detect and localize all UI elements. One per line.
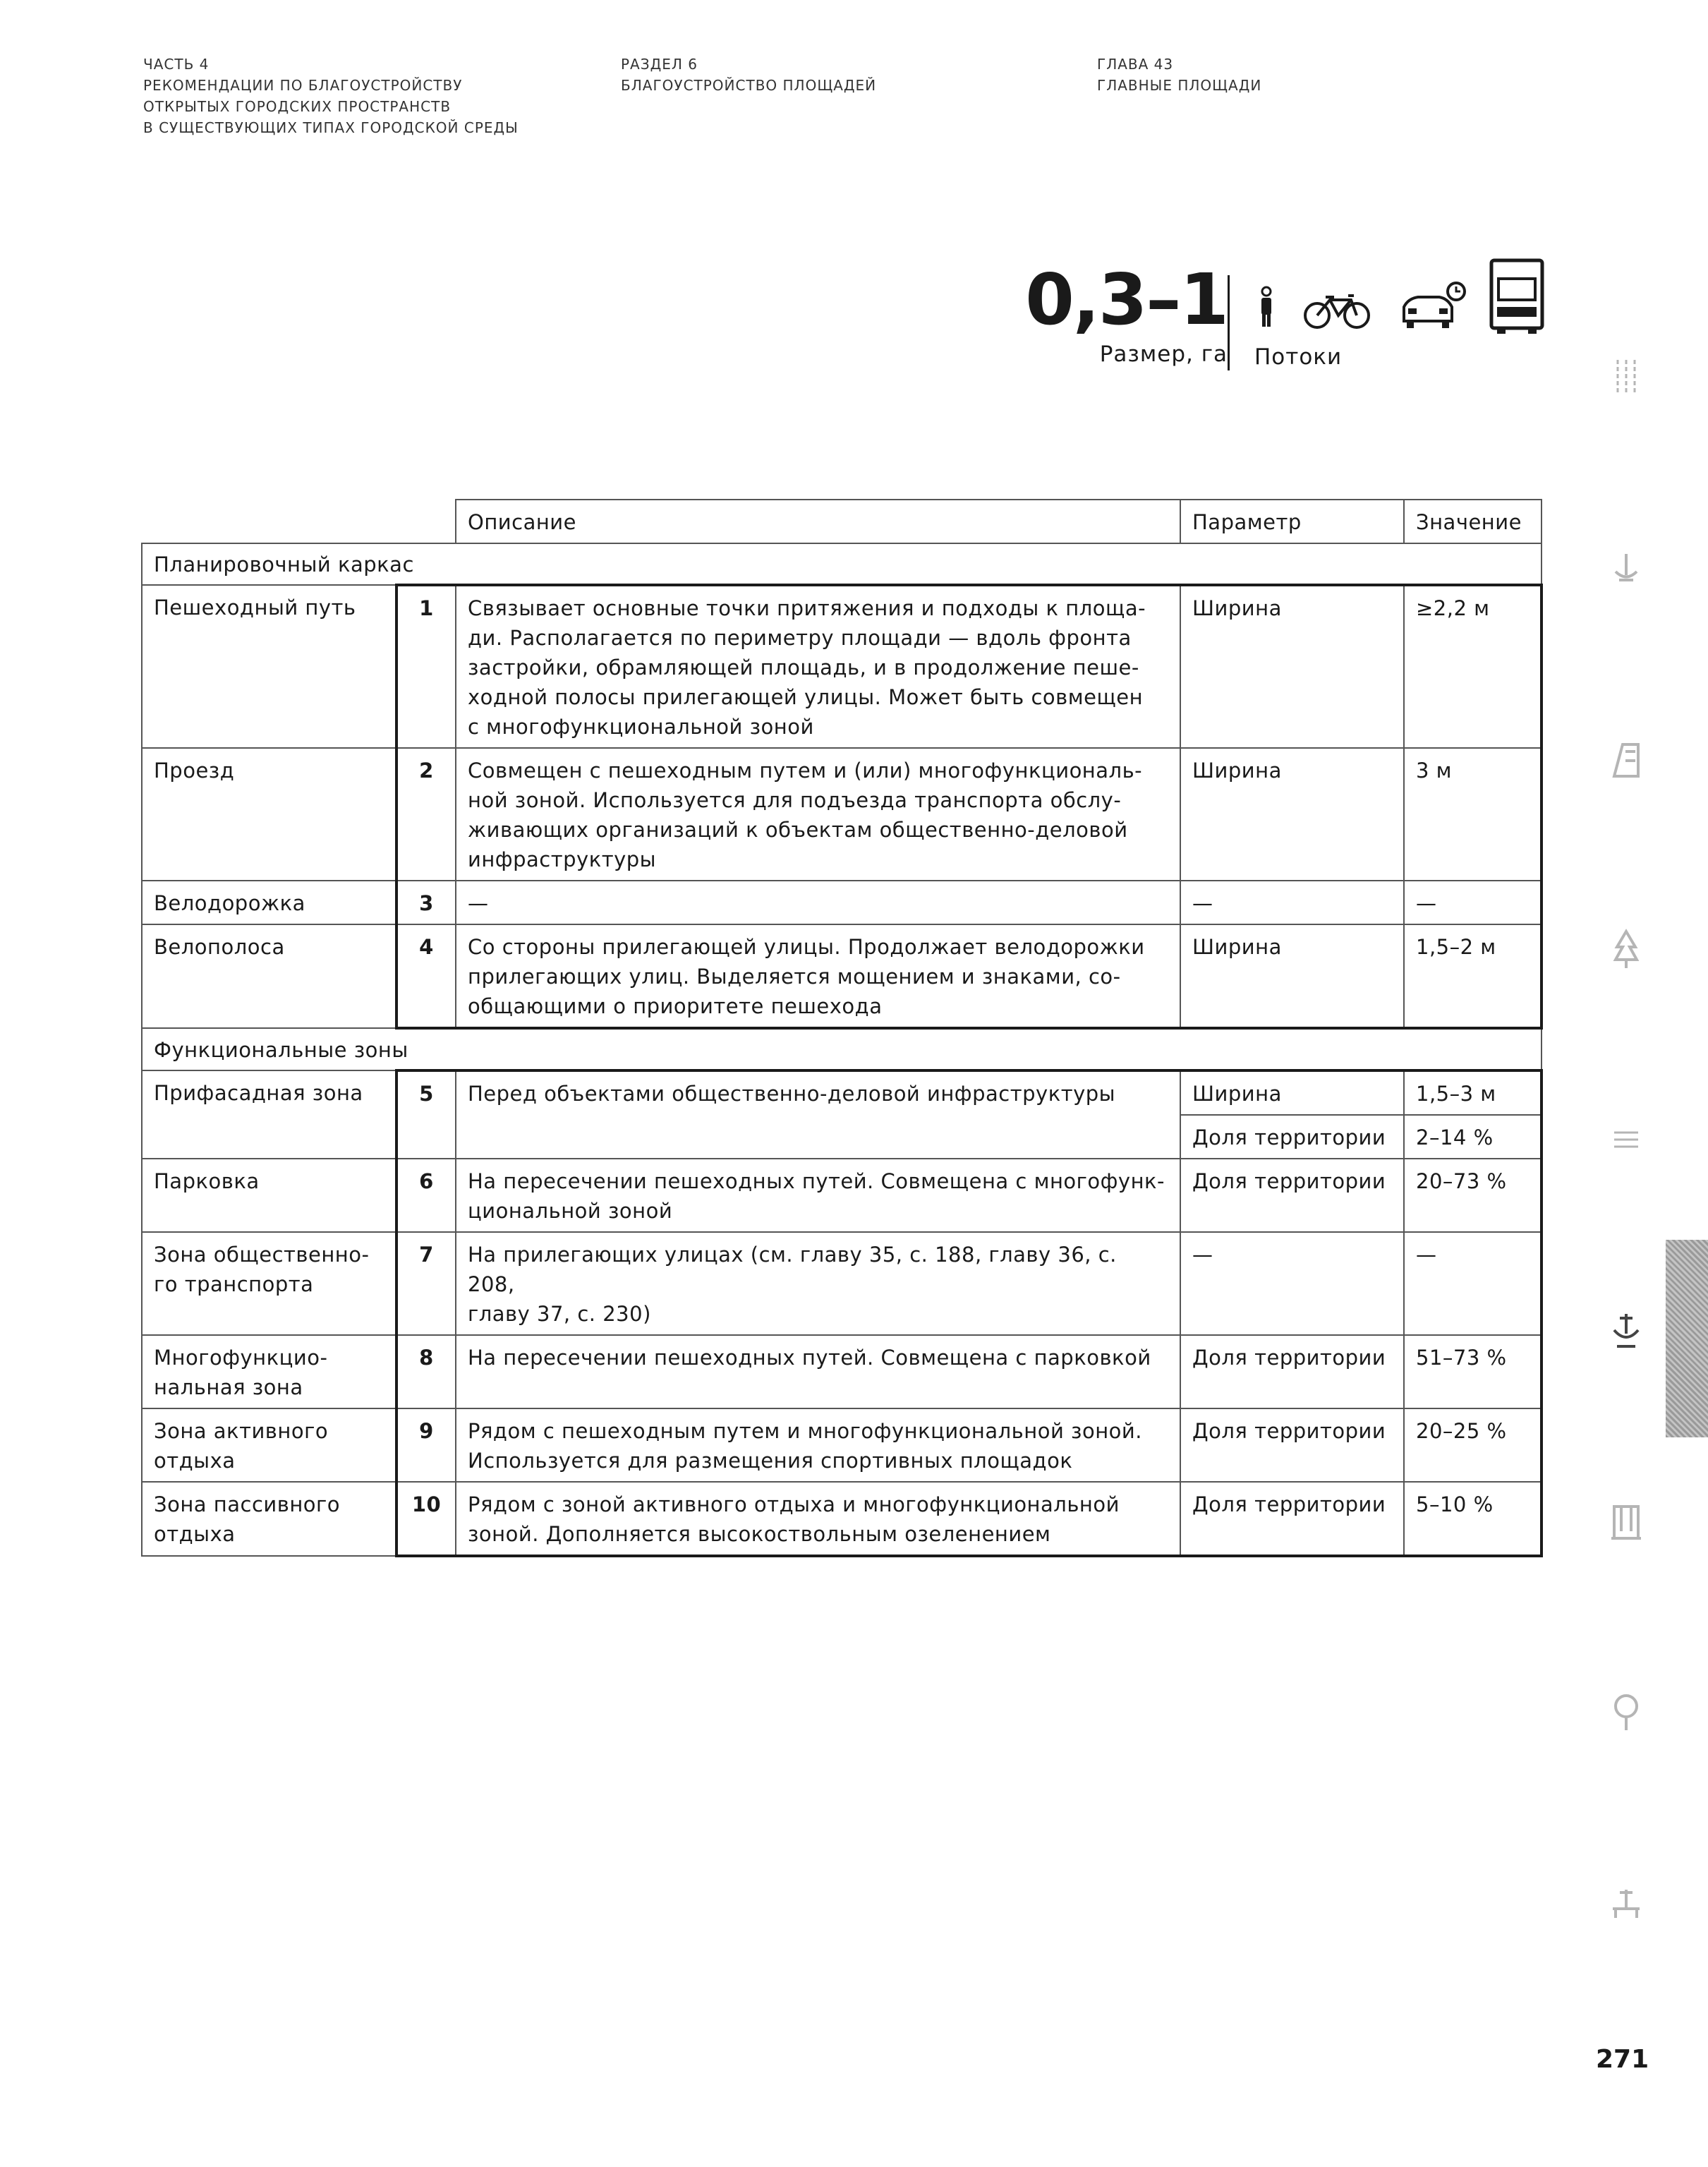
row-description: Связывает основные точки притяжения и подходы к площа- ди. Располагается по периметру площади — вдоль фронта застройки, обрамляющей площадь, и в продолжение пеше- ходной полосы прилегающей улицы. Может быть совмещен с многофункциональной зоной	[456, 585, 1180, 748]
size-label: Размер, га	[1099, 342, 1228, 367]
table-row	[142, 881, 1542, 924]
road-lines-icon[interactable]	[1594, 353, 1658, 402]
section-row	[142, 543, 1542, 585]
chapter-tab-marker[interactable]	[1666, 1240, 1708, 1437]
row-name: Парковка	[142, 1159, 396, 1232]
table-row	[142, 748, 1542, 881]
header-blank-cell	[142, 500, 456, 543]
row-description: —	[456, 881, 1180, 924]
header-chapter-line: ГЛАВА 43	[1097, 56, 1174, 73]
row-parameter: —	[1180, 1232, 1404, 1335]
row-number: 9	[396, 1408, 456, 1482]
row-name: Велополоса	[142, 924, 396, 1028]
row-parameter: Доля территории	[1180, 1408, 1404, 1482]
row-description: На пересечении пешеходных путей. Совмещена с многофунк- циональной зоной	[456, 1159, 1180, 1232]
row-number: 6	[396, 1159, 456, 1232]
row-value: 51–73 %	[1404, 1335, 1542, 1408]
row-parameter: Ширина	[1180, 1070, 1404, 1115]
header-section	[621, 54, 876, 96]
row-value: 5–10 %	[1404, 1482, 1542, 1556]
row-value: 20–25 %	[1404, 1408, 1542, 1482]
row-number: 10	[396, 1482, 456, 1556]
table-row	[142, 1070, 1542, 1115]
row-description: Рядом с пешеходным путем и многофункциональной зоной. Используется для размещения спортивных площадок	[456, 1408, 1180, 1482]
row-value: 1,5–2 м	[1404, 924, 1542, 1028]
summary-divider	[1228, 275, 1230, 370]
section-row	[142, 1028, 1542, 1070]
row-description: Перед объектами общественно-деловой инфраструктуры	[456, 1070, 1180, 1159]
row-name: Зона общественно- го транспорта	[142, 1232, 396, 1335]
row-number: 3	[396, 881, 456, 924]
table-row	[142, 1335, 1542, 1408]
row-parameter: Ширина	[1180, 924, 1404, 1028]
row-value: 3 м	[1404, 748, 1542, 881]
row-name: Зона пассивного отдыха	[142, 1482, 396, 1556]
row-number: 7	[396, 1232, 456, 1335]
square-fountain-icon[interactable]	[1594, 1305, 1658, 1355]
header-chapter	[1097, 54, 1261, 96]
building-icon[interactable]	[1594, 1496, 1658, 1545]
row-parameter: —	[1180, 881, 1404, 924]
page-number: 271	[1596, 2045, 1649, 2074]
row-number: 4	[396, 924, 456, 1028]
column-header-parameter: Параметр	[1180, 500, 1404, 543]
tree-icon[interactable]	[1594, 924, 1658, 974]
column-header-description: Описание	[456, 500, 1180, 543]
row-value: ≥2,2 м	[1404, 585, 1542, 748]
table-row	[142, 1232, 1542, 1335]
table-header-row	[142, 500, 1542, 543]
row-number: 1	[396, 585, 456, 748]
row-description: На пересечении пешеходных путей. Совмещена с парковкой	[456, 1335, 1180, 1408]
row-parameter: Доля территории	[1180, 1482, 1404, 1556]
row-number: 2	[396, 748, 456, 881]
table-row	[142, 924, 1542, 1028]
column-header-value: Значение	[1404, 500, 1542, 543]
section-title: Планировочный каркас	[142, 543, 1542, 585]
row-value: —	[1404, 881, 1542, 924]
row-value: 2–14 %	[1404, 1115, 1542, 1159]
bicycle-icon	[1302, 294, 1372, 330]
row-parameter: Ширина	[1180, 748, 1404, 881]
header-part-line: РЕКОМЕНДАЦИИ ПО БЛАГОУСТРОЙСТВУ	[143, 77, 463, 94]
size-value: 0,3–1	[1025, 258, 1228, 341]
row-name: Пешеходный путь	[142, 585, 396, 748]
row-value: 1,5–3 м	[1404, 1070, 1542, 1115]
specification-table	[141, 499, 1543, 1557]
header-section-line: БЛАГОУСТРОЙСТВО ПЛОЩАДЕЙ	[621, 77, 877, 94]
row-description: Совмещен с пешеходным путем и (или) многофункциональ- ной зоной. Используется для подъезда транспорта обслу- живающих организаций к объектам общественно-деловой инфраструктуры	[456, 748, 1180, 881]
facade-icon[interactable]	[1594, 734, 1658, 783]
table-row	[142, 1408, 1542, 1482]
truck-icon	[1489, 258, 1545, 335]
flows-label: Потоки	[1254, 344, 1343, 370]
table-row	[142, 585, 1542, 748]
row-value: 20–73 %	[1404, 1159, 1542, 1232]
row-parameter: Ширина	[1180, 585, 1404, 748]
table-row	[142, 1482, 1542, 1556]
row-description: Со стороны прилегающей улицы. Продолжает велодорожки прилегающих улиц. Выделяется мощением и знаками, со- общающими о приоритете пешехода	[456, 924, 1180, 1028]
row-parameter: Доля территории	[1180, 1115, 1404, 1159]
section-title: Функциональные зоны	[142, 1028, 1542, 1070]
row-number: 8	[396, 1335, 456, 1408]
pedestrian-icon	[1256, 286, 1277, 328]
row-name: Многофункцио- нальная зона	[142, 1335, 396, 1408]
paving-icon[interactable]	[1594, 1115, 1658, 1164]
round-tree-icon[interactable]	[1594, 1686, 1658, 1736]
car-with-clock-icon	[1398, 279, 1469, 335]
header-part-line: ЧАСТЬ 4	[143, 56, 210, 73]
row-number: 5	[396, 1070, 456, 1159]
header-part-line: ОТКРЫТЫХ ГОРОДСКИХ ПРОСТРАНСТВ	[143, 98, 452, 115]
bench-icon[interactable]	[1594, 1877, 1658, 1926]
row-name: Прифасадная зона	[142, 1070, 396, 1159]
row-parameter: Доля территории	[1180, 1159, 1404, 1232]
row-description: Рядом с зоной активного отдыха и многофункциональной зоной. Дополняется высокоствольным озеленением	[456, 1482, 1180, 1556]
fountain-icon[interactable]	[1594, 543, 1658, 593]
row-description: На прилегающих улицах (см. главу 35, с. 188, главу 36, с. 208, главу 37, с. 230)	[456, 1232, 1180, 1335]
header-chapter-line: ГЛАВНЫЕ ПЛОЩАДИ	[1097, 77, 1262, 94]
row-name: Зона активного отдыха	[142, 1408, 396, 1482]
row-value: —	[1404, 1232, 1542, 1335]
size-block	[1016, 258, 1228, 367]
row-name: Проезд	[142, 748, 396, 881]
table-row	[142, 1159, 1542, 1232]
row-parameter: Доля территории	[1180, 1335, 1404, 1408]
header-section-line: РАЗДЕЛ 6	[621, 56, 698, 73]
row-name: Велодорожка	[142, 881, 396, 924]
header-part	[143, 54, 519, 138]
header-part-line: В СУЩЕСТВУЮЩИХ ТИПАХ ГОРОДСКОЙ СРЕДЫ	[143, 119, 519, 136]
